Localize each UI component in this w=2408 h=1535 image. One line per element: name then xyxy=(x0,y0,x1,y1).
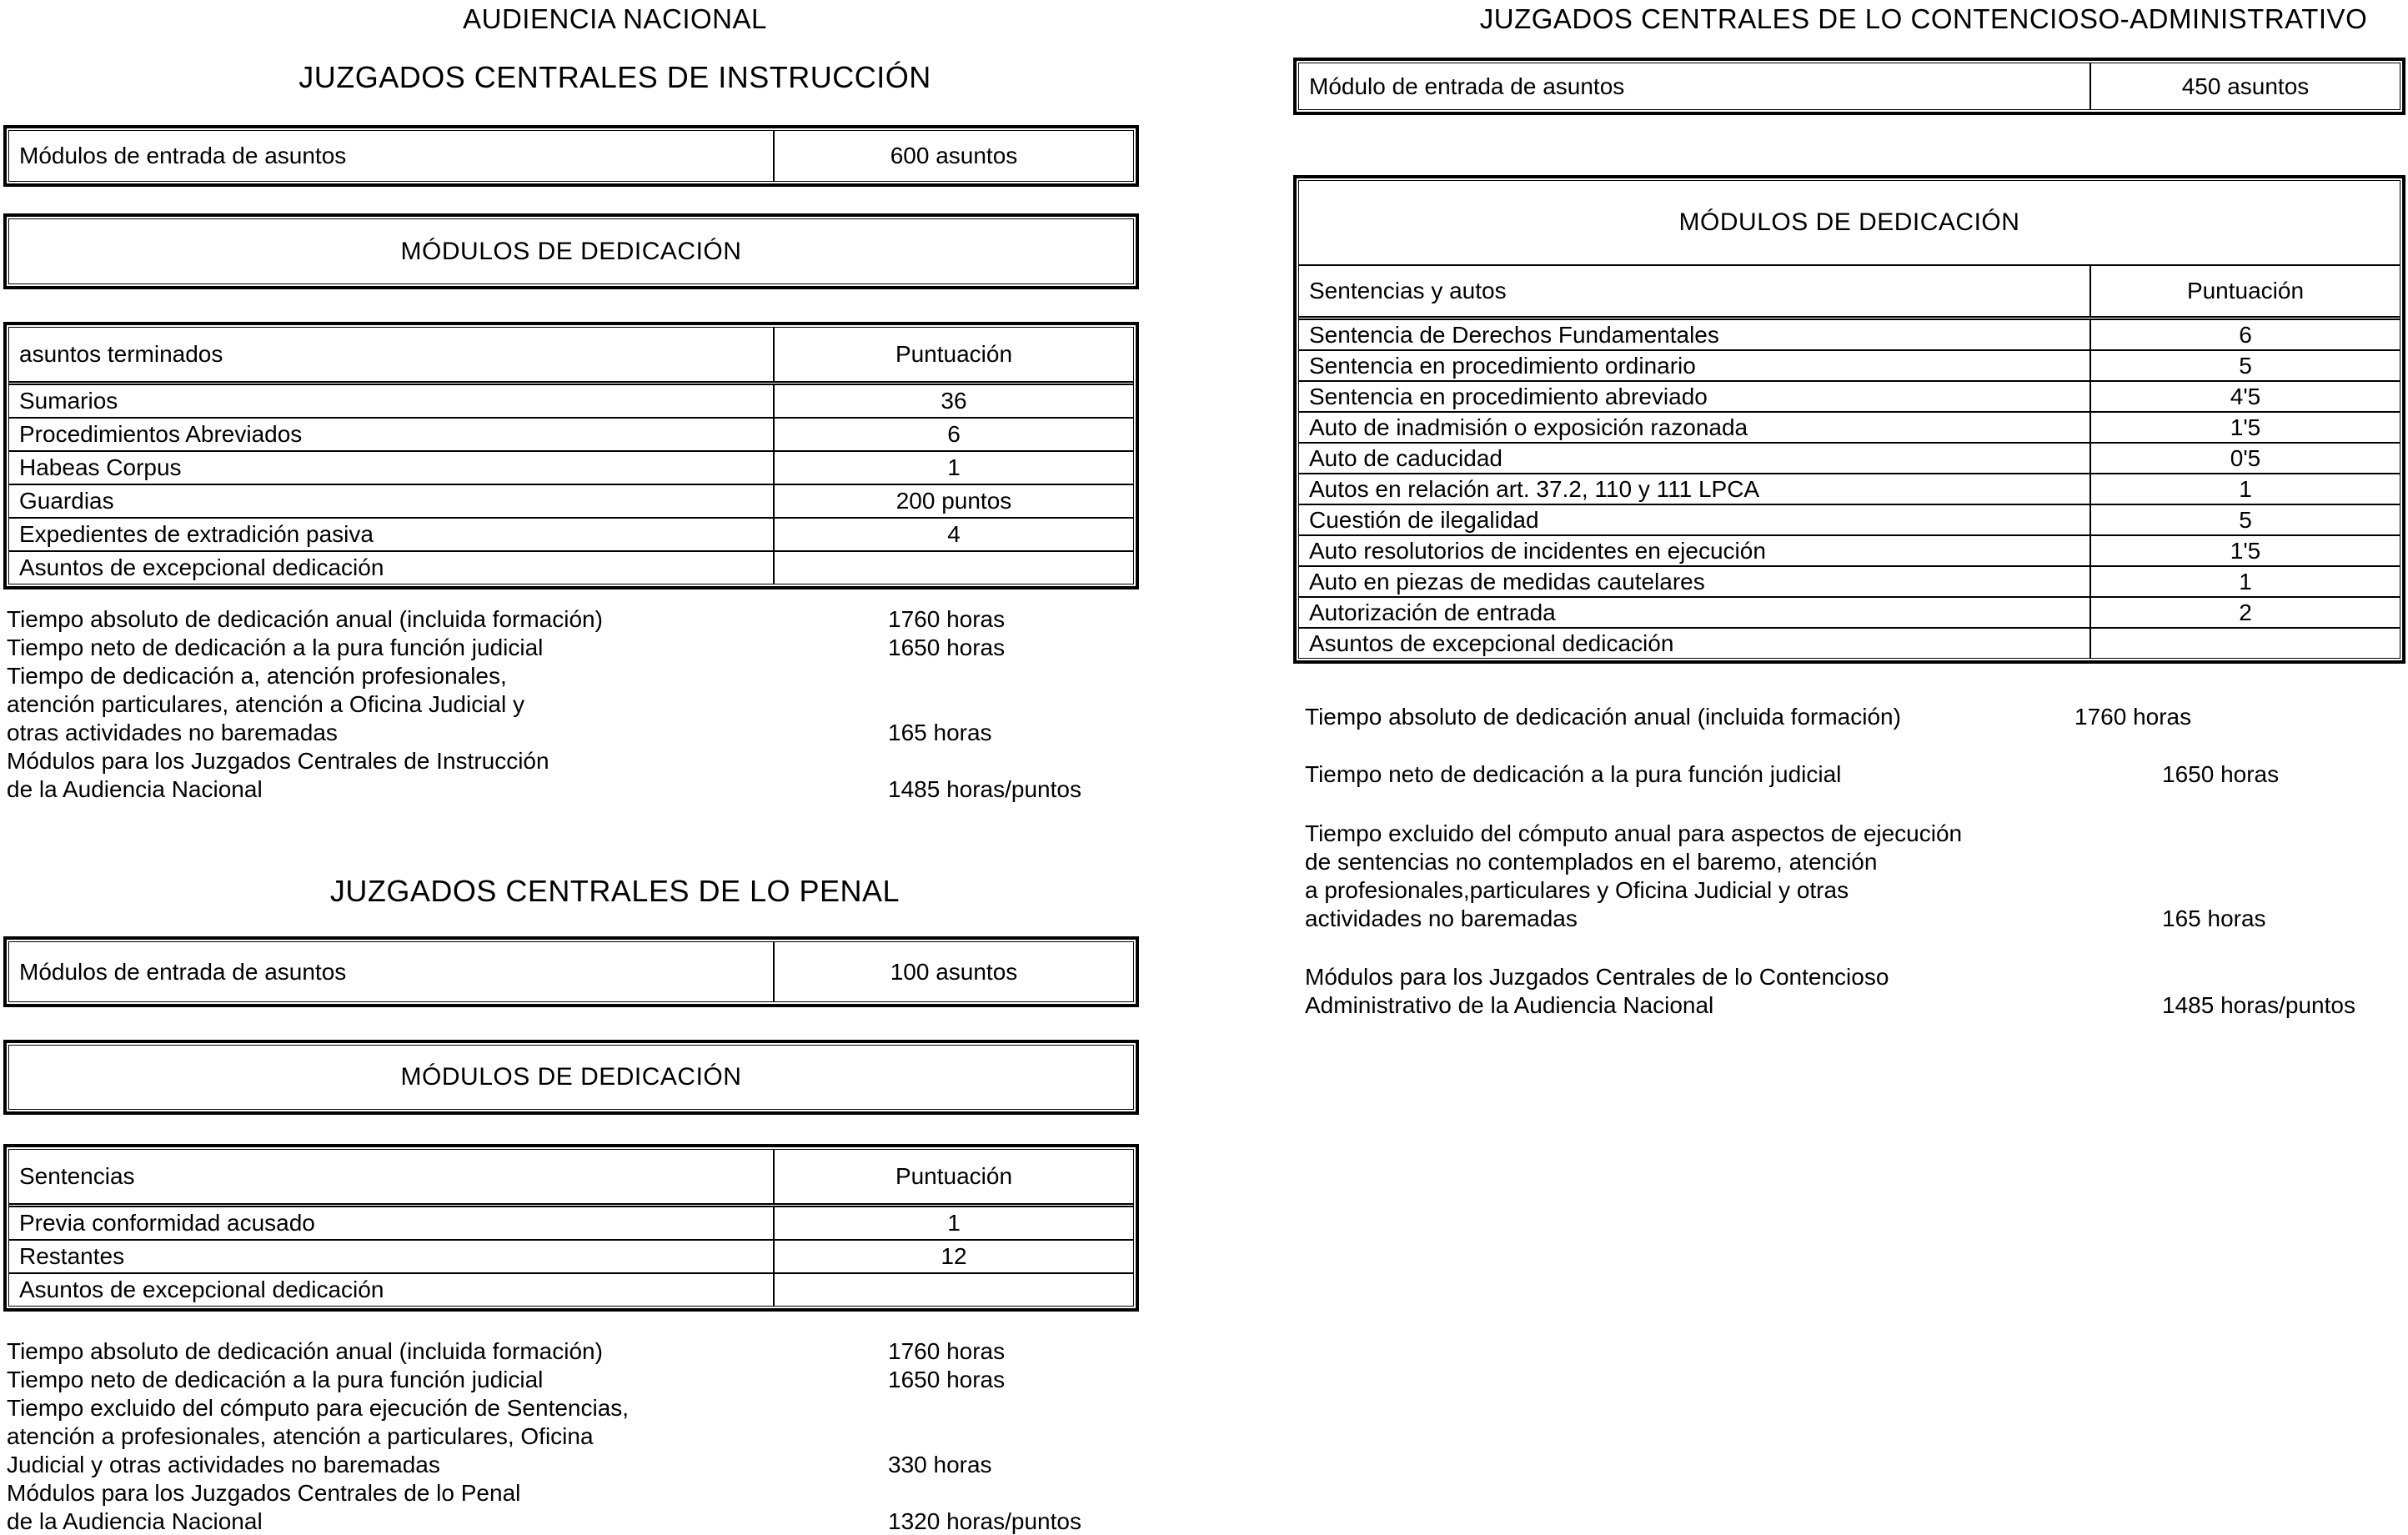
summary-line xyxy=(1305,703,2405,731)
summary-block-penal xyxy=(7,1337,1207,1535)
table-row xyxy=(1299,442,2400,473)
summary-line xyxy=(1305,760,2405,789)
table-row xyxy=(9,550,1133,584)
page-title: AUDIENCIA NACIONAL xyxy=(463,3,767,34)
summary-value: 1485 horas/puntos xyxy=(2162,992,2355,1018)
scores-table-inner xyxy=(1298,180,2400,659)
row-label: Guardias xyxy=(19,488,114,514)
row-score: 4 xyxy=(773,519,1133,550)
summary-line xyxy=(1305,905,2405,933)
summary-text: Tiempo absoluto de dedicación anual (incluida formación) xyxy=(7,1338,603,1364)
row-label: Sumarios xyxy=(19,388,118,414)
summary-text: Judicial y otras actividades no baremadas xyxy=(7,1452,440,1477)
summary-text: Módulos para los Juzgados Centrales de lo Contencioso xyxy=(1305,964,1889,990)
table-row xyxy=(1299,349,2400,380)
row-label: Restantes xyxy=(19,1243,125,1269)
summary-value: 1650 horas xyxy=(2162,761,2280,787)
entry-value: 450 asuntos xyxy=(2089,63,2400,109)
summary-value: 165 horas xyxy=(2162,905,2266,931)
row-score: 5 xyxy=(2089,351,2400,380)
summary-text: de la Audiencia Nacional xyxy=(7,776,263,802)
row-label: Auto en piezas de medidas cautelares xyxy=(1309,568,1705,594)
scores-table-penal xyxy=(3,1144,1139,1312)
summary-line xyxy=(1305,820,2405,848)
summary-line xyxy=(7,1479,1207,1507)
entry-table-inner xyxy=(1298,63,2400,110)
entry-label: Módulo de entrada de asuntos xyxy=(1309,73,1625,99)
row-label: Sentencia en procedimiento ordinario xyxy=(1309,352,1696,379)
row-label: Previa conformidad acusado xyxy=(19,1210,315,1236)
table-row xyxy=(9,942,1133,1001)
table-row xyxy=(9,385,1133,417)
summary-text: Tiempo excluido del cómputo para ejecución de Sentencias, xyxy=(7,1395,630,1421)
summary-text: atención particulares, atención a Oficina Judicial y xyxy=(7,691,525,717)
summary-text: de la Audiencia Nacional xyxy=(7,1508,263,1534)
table-row xyxy=(1299,565,2400,596)
scores-table-contencioso xyxy=(1293,175,2405,664)
table-header-row xyxy=(9,328,1133,385)
summary-line xyxy=(7,1394,1207,1422)
summary-text: a profesionales,particulares y Oficina Judicial y otras xyxy=(1305,877,1849,903)
table-row xyxy=(1299,411,2400,442)
table-row xyxy=(9,131,1133,181)
column-header-label: asuntos terminados xyxy=(19,341,223,367)
table-row xyxy=(1299,380,2400,411)
row-score: 6 xyxy=(773,419,1133,450)
column-header-score: Puntuación xyxy=(773,328,1133,381)
section-heading-contencioso: JUZGADOS CENTRALES DE LO CONTENCIOSO-ADMINISTRATIVO xyxy=(1479,3,2368,34)
summary-line xyxy=(7,1337,1207,1366)
entry-label: Módulos de entrada de asuntos xyxy=(19,143,347,168)
summary-line xyxy=(1305,848,2405,876)
column-header-label: Sentencias y autos xyxy=(1309,278,1507,303)
summary-text: Tiempo neto de dedicación a la pura función judicial xyxy=(1305,761,1842,787)
scores-table-inner xyxy=(8,1149,1134,1307)
dedication-title-box-instruccion xyxy=(3,213,1139,289)
entry-table-contencioso xyxy=(1293,58,2405,115)
row-score xyxy=(2089,629,2400,658)
row-score: 0'5 xyxy=(2089,444,2400,473)
summary-line xyxy=(7,634,1207,662)
summary-value: 330 horas xyxy=(888,1452,992,1477)
table-header-row xyxy=(9,1150,1133,1207)
row-label: Asuntos de excepcional dedicación xyxy=(19,554,384,580)
row-score: 4'5 xyxy=(2089,382,2400,411)
row-score: 6 xyxy=(2089,320,2400,349)
summary-line xyxy=(7,605,1207,634)
summary-line xyxy=(7,1366,1207,1394)
summary-line xyxy=(7,775,1207,804)
table-row xyxy=(9,1272,1133,1306)
dedication-title: MÓDULOS DE DEDICACIÓN xyxy=(8,1045,1134,1110)
entry-label: Módulos de entrada de asuntos xyxy=(19,958,347,985)
row-label: Expedientes de extradición pasiva xyxy=(19,521,374,547)
summary-text: otras actividades no baremadas xyxy=(7,720,338,745)
scores-table-inner xyxy=(8,327,1134,584)
row-label: Auto resolutorios de incidentes en ejecución xyxy=(1309,537,1766,564)
summary-line xyxy=(7,690,1207,719)
table-row xyxy=(1299,320,2400,349)
summary-text: Tiempo absoluto de dedicación anual (incluida formación) xyxy=(1305,704,1901,730)
entry-table-instruccion xyxy=(3,125,1139,187)
entry-table-inner xyxy=(8,941,1134,1002)
summary-text: Tiempo neto de dedicación a la pura función judicial xyxy=(7,1367,544,1392)
table-row xyxy=(9,1239,1133,1272)
row-score: 1'5 xyxy=(2089,413,2400,442)
summary-line xyxy=(7,1451,1207,1479)
summary-line xyxy=(7,1422,1207,1451)
row-label: Asuntos de excepcional dedicación xyxy=(1309,630,1674,656)
table-row xyxy=(1299,63,2400,109)
summary-text: Tiempo neto de dedicación a la pura función judicial xyxy=(7,635,544,660)
scores-table-instruccion xyxy=(3,322,1139,589)
summary-line xyxy=(7,747,1207,775)
summary-value: 1760 horas xyxy=(888,606,1006,632)
table-row xyxy=(1299,534,2400,565)
table-header-row xyxy=(1299,266,2400,320)
summary-line xyxy=(7,719,1207,747)
row-score: 5 xyxy=(2089,505,2400,534)
row-label: Cuestión de ilegalidad xyxy=(1309,506,1539,533)
dedication-title: MÓDULOS DE DEDICACIÓN xyxy=(1299,181,2400,266)
row-score: 1'5 xyxy=(2089,536,2400,565)
summary-value: 1320 horas/puntos xyxy=(888,1508,1081,1534)
entry-table-inner xyxy=(8,130,1134,182)
summary-text: actividades no baremadas xyxy=(1305,905,1578,931)
entry-value: 100 asuntos xyxy=(773,942,1133,1001)
section-heading-instruccion: JUZGADOS CENTRALES DE INSTRUCCIÓN xyxy=(298,60,931,94)
row-label: Sentencia de Derechos Fundamentales xyxy=(1309,321,1719,348)
table-row xyxy=(1299,473,2400,504)
summary-text: Tiempo de dedicación a, atención profesionales, xyxy=(7,663,507,689)
entry-table-penal xyxy=(3,936,1139,1007)
row-score: 2 xyxy=(2089,598,2400,627)
row-score: 1 xyxy=(2089,474,2400,504)
column-header-score: Puntuación xyxy=(773,1150,1133,1203)
table-row xyxy=(1299,627,2400,658)
row-score xyxy=(773,1274,1133,1306)
row-score: 1 xyxy=(773,452,1133,484)
row-score: 12 xyxy=(773,1241,1133,1272)
summary-block-contencioso xyxy=(1305,697,2405,1020)
table-row xyxy=(9,417,1133,450)
summary-value: 165 horas xyxy=(888,720,992,745)
summary-text: atención a profesionales, atención a particulares, Oficina xyxy=(7,1423,594,1449)
summary-text: Módulos para los Juzgados Centrales de Instrucción xyxy=(7,748,549,774)
table-row xyxy=(9,450,1133,484)
row-label: Auto de inadmisión o exposición razonada xyxy=(1309,414,1748,440)
summary-line xyxy=(1305,991,2405,1020)
dedication-title-box-penal xyxy=(3,1040,1139,1115)
row-score xyxy=(773,552,1133,584)
table-row xyxy=(9,517,1133,550)
table-row xyxy=(9,484,1133,517)
row-label: Autos en relación art. 37.2, 110 y 111 LPCA xyxy=(1309,475,1760,502)
column-header-score: Puntuación xyxy=(2089,266,2400,316)
summary-value: 1485 horas/puntos xyxy=(888,776,1081,802)
summary-line xyxy=(1305,876,2405,905)
row-label: Procedimientos Abreviados xyxy=(19,421,303,447)
summary-text: Administrativo de la Audiencia Nacional xyxy=(1305,992,1714,1018)
summary-value: 1760 horas xyxy=(888,1338,1006,1364)
table-row xyxy=(1299,596,2400,627)
section-heading-penal: JUZGADOS CENTRALES DE LO PENAL xyxy=(329,874,900,908)
summary-text: Tiempo excluido del cómputo anual para aspectos de ejecución xyxy=(1305,820,1963,846)
summary-value: 1760 horas xyxy=(2074,704,2192,730)
row-label: Auto de caducidad xyxy=(1309,444,1502,471)
summary-line xyxy=(1305,963,2405,991)
summary-block-instruccion xyxy=(7,605,1207,804)
summary-line xyxy=(7,662,1207,690)
row-label: Habeas Corpus xyxy=(19,454,182,480)
summary-text: de sentencias no contemplados en el baremo, atención xyxy=(1305,849,1878,875)
summary-line xyxy=(7,1507,1207,1535)
table-row xyxy=(9,1207,1133,1239)
summary-text: Módulos para los Juzgados Centrales de lo Penal xyxy=(7,1480,521,1506)
dedication-title: MÓDULOS DE DEDICACIÓN xyxy=(8,218,1134,284)
table-row xyxy=(1299,504,2400,534)
row-score: 1 xyxy=(773,1207,1133,1239)
row-score: 200 puntos xyxy=(773,485,1133,517)
summary-value: 1650 horas xyxy=(888,1367,1006,1392)
summary-value: 1650 horas xyxy=(888,635,1006,660)
row-label: Asuntos de excepcional dedicación xyxy=(19,1277,384,1302)
summary-text: Tiempo absoluto de dedicación anual (incluida formación) xyxy=(7,606,603,632)
column-header-label: Sentencias xyxy=(19,1163,135,1189)
entry-value: 600 asuntos xyxy=(773,131,1133,181)
row-label: Autorización de entrada xyxy=(1309,599,1556,625)
row-score: 1 xyxy=(2089,567,2400,596)
row-label: Sentencia en procedimiento abreviado xyxy=(1309,383,1708,409)
row-score: 36 xyxy=(773,385,1133,417)
